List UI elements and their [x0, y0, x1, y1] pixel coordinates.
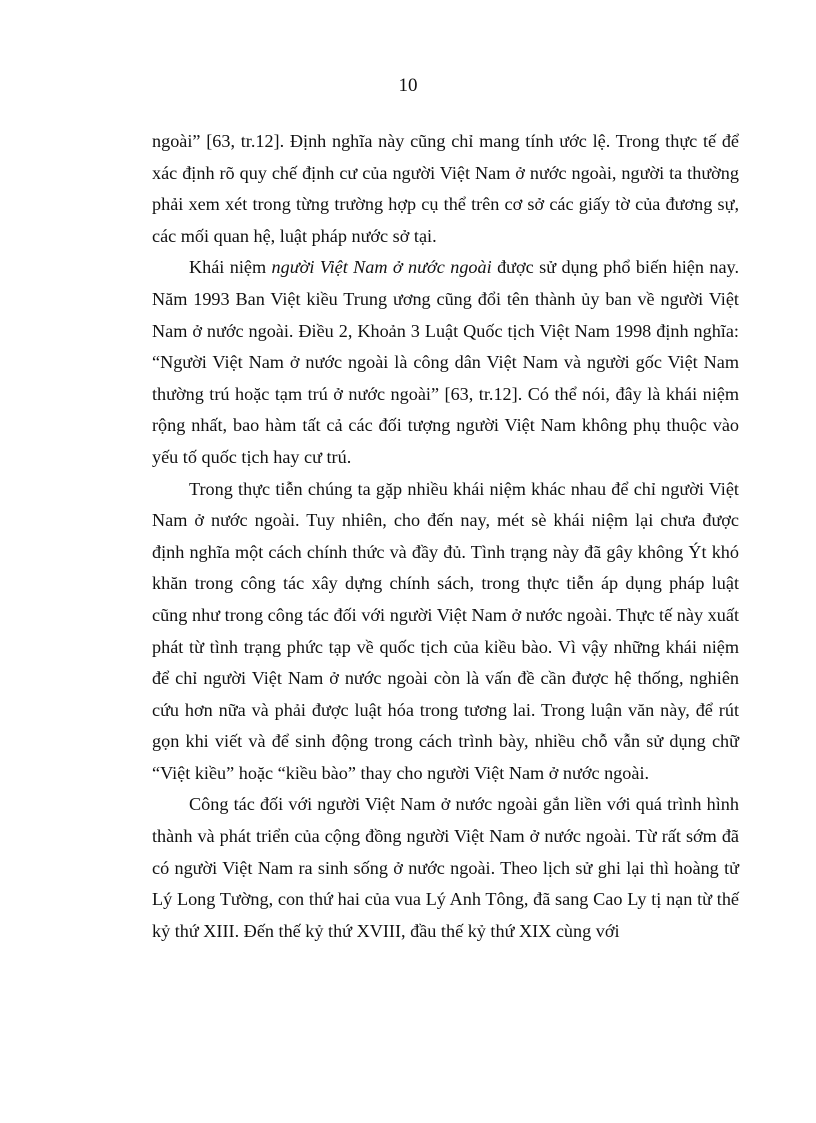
paragraph-2-text-after: được sử dụng phổ biến hiện nay. Năm 1993 Ban Việt kiều Trung ương cũng đổi tên thành ủy ban về người Việt Nam ở nước ngoài. Điều 2, Khoản 3 Luật Quốc tịch Việt Nam 1998 định nghĩa: “Người Việt Nam ở nước ngoài là công dân Việt Nam và người gốc Việt Nam thường trú hoặc tạm trú ở nước ngoài” [63, tr.12]. Có thể nói, đây là khái niệm rộng nhất, bao hàm tất cả các đối tượng người Việt Nam không phụ thuộc vào yếu tố quốc tịch hay cư trú.	[152, 257, 739, 467]
paragraph-4-text: Công tác đối với người Việt Nam ở nước ngoài gắn liền với quá trình hình thành và phát triển của cộng đồng người Việt Nam ở nước ngoài. Từ rất sớm đã có người Việt Nam ra sinh sống ở nước ngoài. Theo lịch sử ghi lại thì hoàng tử Lý Long Tường, con thứ hai của vua Lý Anh Tông, đã sang Cao Ly tị nạn từ thế kỷ thứ XIII. Đến thế kỷ thứ XVIII, đầu thế kỷ thứ XIX cùng với	[152, 794, 739, 941]
paragraph-1	[152, 126, 739, 252]
paragraph-2	[152, 252, 739, 473]
paragraph-1-text: ngoài” [63, tr.12]. Định nghĩa này cũng chỉ mang tính ước lệ. Trong thực tế để xác định rõ quy chế định cư của người Việt Nam ở nước ngoài, người ta thường phải xem xét trong từng trường hợp cụ thể trên cơ sở các giấy tờ của đương sự, các mối quan hệ, luật pháp nước sở tại.	[152, 131, 739, 246]
page-number: 10	[398, 75, 418, 96]
paragraph-2-text-before: Khái niệm	[189, 257, 272, 278]
paragraph-3-text: Trong thực tiễn chúng ta gặp nhiều khái niệm khác nhau để chỉ người Việt Nam ở nước ngoài. Tuy nhiên, cho đến nay, mét sè khái niệm lại chưa được định nghĩa một cách chính thức và đầy đủ. Tình trạng này đã gây không Ýt khó khăn trong công tác xây dựng chính sách, trong thực tiễn áp dụng pháp luật cũng như trong công tác đối với người Việt Nam ở nước ngoài. Thực tế này xuất phát từ tình trạng phức tạp về quốc tịch của kiều bào. Vì vậy những khái niệm để chỉ người Việt Nam ở nước ngoài còn là vấn đề cần được hệ thống, nghiên cứu hơn nữa và phải được luật hóa trong tương lai. Trong luận văn này, để rút gọn khi viết và để sinh động trong cách trình bày, nhiều chỗ vẫn sử dụng chữ “Việt kiều” hoặc “kiều bào” thay cho người Việt Nam ở nước ngoài.	[152, 478, 739, 783]
paragraph-3	[152, 474, 739, 790]
paragraph-4	[152, 789, 739, 947]
italic-term: người Việt Nam ở nước ngoài	[271, 257, 492, 278]
body-text	[152, 126, 739, 947]
